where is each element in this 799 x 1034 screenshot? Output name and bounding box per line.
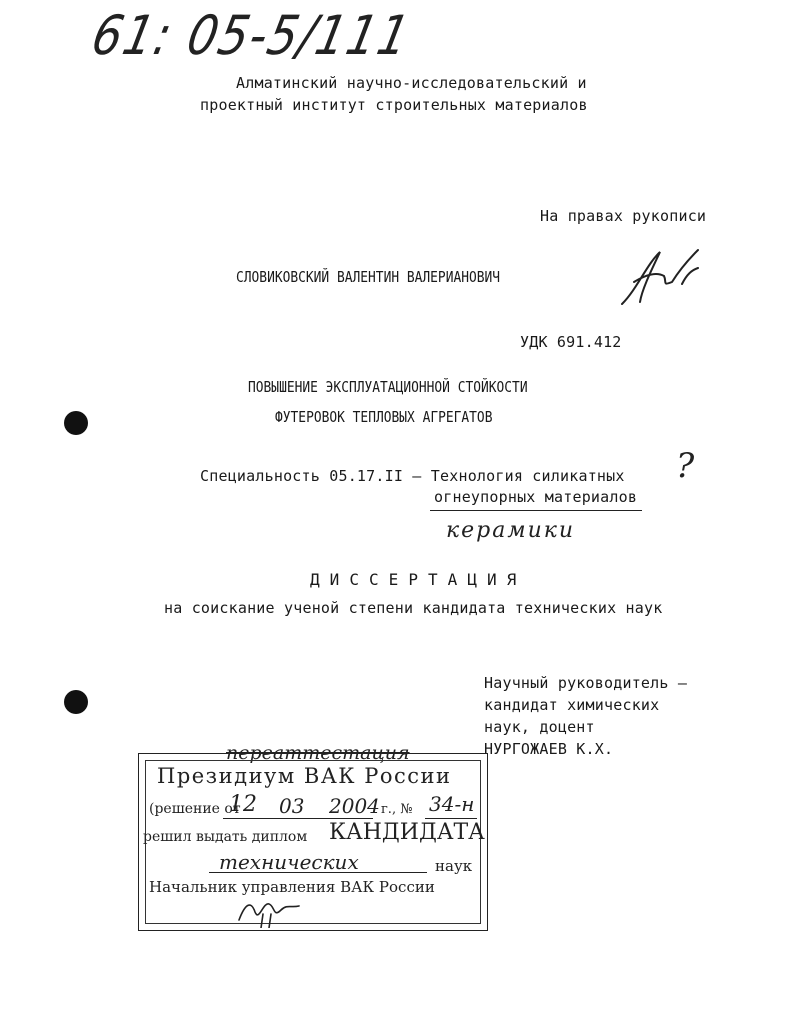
stamp-signature bbox=[235, 894, 305, 928]
stamp-line-3-prefix: решил выдать диплом bbox=[143, 829, 308, 845]
title-line-2: ФУТЕРОВОК ТЕПЛОВЫХ АГРЕГАТОВ bbox=[275, 408, 493, 426]
stamp-line-1: Президиум ВАК России bbox=[157, 764, 452, 788]
question-mark-note: ? bbox=[676, 446, 695, 486]
stamp-decision-year-suffix: г., № bbox=[381, 802, 413, 817]
stamp-field-underline bbox=[209, 872, 427, 873]
stamp-field-handwritten: технических bbox=[219, 850, 359, 874]
stamp-decision-month: 03 bbox=[279, 794, 305, 818]
manuscript-rights: На правах рукописи bbox=[540, 207, 707, 225]
institution-line-2: проектный институт строительных материалов bbox=[200, 96, 588, 114]
document-type: Д И С С Е Р Т А Ц И Я bbox=[310, 570, 517, 589]
handwritten-specialty-note: керамики bbox=[446, 518, 576, 543]
title-line-1: ПОВЫШЕНИЕ ЭКСПЛУАТАЦИОННОЙ СТОЙКОСТИ bbox=[248, 378, 528, 396]
degree-line: на соискание ученой степени кандидата технических наук bbox=[164, 599, 663, 617]
stamp-date-underline bbox=[223, 818, 373, 819]
stamp-decision-number: 34-н bbox=[429, 792, 475, 816]
binding-hole-upper bbox=[64, 411, 88, 435]
stamp-line-3-degree: КАНДИДАТА bbox=[329, 820, 485, 845]
author-name: СЛОВИКОВСКИЙ ВАЛЕНТИН ВАЛЕРИАНОВИЧ bbox=[236, 268, 501, 286]
stamp-field-suffix: наук bbox=[435, 857, 473, 875]
binding-hole-lower bbox=[64, 690, 88, 714]
specialty-line-2: огнеупорных материалов bbox=[434, 488, 638, 506]
stamp-number-underline bbox=[425, 818, 477, 819]
stamp-decision-day: 12 bbox=[229, 792, 257, 817]
stamp-handwritten-top: переаттестация bbox=[226, 742, 410, 764]
author-signature bbox=[612, 244, 712, 310]
supervisor-line-1: Научный руководитель – bbox=[484, 674, 688, 692]
vak-stamp bbox=[138, 753, 488, 931]
stamp-decision-year: 2004 bbox=[329, 794, 380, 818]
udc-code: УДК 691.412 bbox=[520, 333, 622, 351]
specialty-line-1: Специальность 05.17.II – Технология силикатных bbox=[200, 467, 625, 485]
supervisor-line-2: кандидат химических bbox=[484, 696, 660, 714]
specialty-underline bbox=[430, 510, 642, 511]
archive-number: 61: 05-5/111 bbox=[86, 4, 417, 67]
supervisor-line-4: НУРГОЖАЕВ К.Х. bbox=[484, 740, 614, 758]
stamp-decision-prefix: (решение от bbox=[149, 801, 241, 817]
stamp-line-5: Начальник управления ВАК России bbox=[149, 878, 435, 896]
institution-line-1: Алматинский научно-исследовательский и bbox=[236, 74, 587, 92]
supervisor-line-3: наук, доцент bbox=[484, 718, 595, 736]
